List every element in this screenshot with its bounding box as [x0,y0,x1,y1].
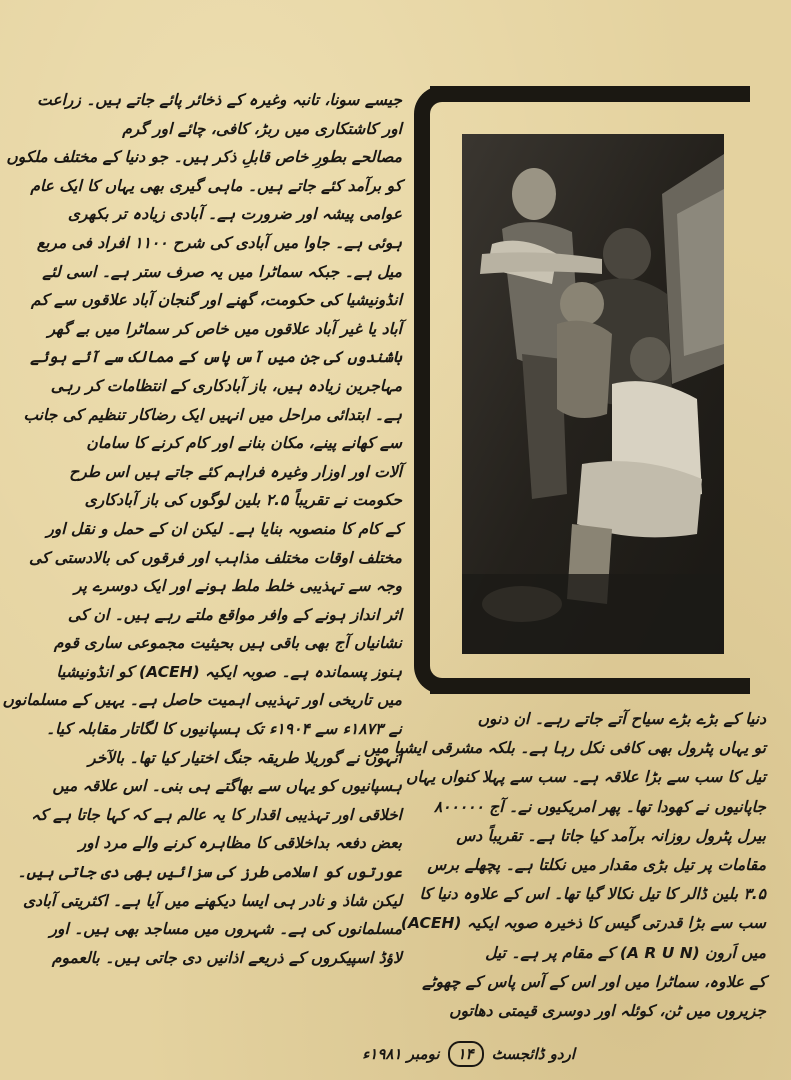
text-line: باشندوں کی جن میں آس پاس کے ممالک سے آئے ہوئے [30,348,402,367]
text-line: نشانیاں آج بھی باقی ہیں بحیثیت مجموعی ساری قوم [53,634,402,653]
issue-date: نومبر ۱۹۸۱ء [362,1045,440,1063]
text-line: میں تاریخی اور تہذیبی اہمیت حاصل ہے۔ یہیں کے مسلمانوں [2,691,402,710]
text-line: اور کاشتکاری میں ربڑ، کافی، چائے اور گرم [122,119,402,138]
text-line: بعض دفعہ بداخلاقی کا مظاہرہ کرنے والے مرد اور [78,834,402,853]
text-line: تو یہاں پٹرول بھی کافی نکل رہا ہے۔ بلکہ مشرقی ایشیا میں [363,739,766,758]
photograph [462,134,724,654]
text-line: مقامات پر تیل بڑی مقدار میں نکلتا ہے۔ پچھلے برس [427,855,766,874]
photo-frame-bottom-bar [430,678,750,694]
text-line: کو برآمد کئے جاتے ہیں۔ ماہی گیری بھی یہاں کا ایک عام [30,176,402,195]
text-line: میں اَرون (A R U N) کے مقام پر ہے۔ تیل [485,943,766,962]
text-line: جیسے سونا، تانبہ وغیرہ کے ذخائر پائے جاتے ہیں۔ زراعت [37,91,402,109]
text-line: اثر انداز ہونے کے وافر مواقع ملتے رہے ہیں۔ ان کی [67,605,402,624]
magazine-name: اردو ڈائجسٹ [491,1045,575,1063]
text-line: ہسپانیوں کو یہاں سے بھاگتے ہی بنی۔ اس علاقہ میں [52,777,402,796]
text-line: مصالحے بطورِ خاص قابلِ ذکر ہیں۔ جو دنیا کے مختلف ملکوں [6,148,402,167]
left-text-column [2,86,402,972]
text-line: نے ۱۸۷۳ء سے ۱۹۰۴ء تک ہسپانیوں کا لگاتار مقابلہ کیا۔ [45,720,402,739]
text-line: ہے۔ ابتدائی مراحل میں انہیں ایک رضاکار تنظیم کی جانب [23,405,402,424]
text-line: مہاجرین زیادہ ہیں، باز آبادکاری کے انتظامات کر رہی [50,376,402,395]
page-footer [275,1040,575,1068]
text-line: جزیروں میں ٹن، کوئلہ اور دوسری قیمتی دھاتوں [449,1001,766,1020]
text-line: بیرل پٹرول روزانہ برآمد کیا جاتا ہے۔ تقریباً دس [456,826,766,845]
text-line: انہوں نے گوریلا طریقہ جنگ اختیار کیا تھا۔ بالآخر [88,748,402,767]
text-line: حکومت نے تقریباً ۲.۵ بلین لوگوں کی باز آبادکاری [84,491,402,510]
text-line: سے کھانے پینے، مکان بنانے اور کام کرنے کا سامان [86,434,402,453]
text-line: میل ہے۔ جبکہ سماٹرا میں یہ صرف ستر ہے۔ اسی لئے [42,262,402,281]
text-line: دنیا کے بڑے بڑے سیاح آتے جاتے رہے۔ ان دنوں [477,710,766,728]
text-line: آباد یا غیر آباد علاقوں میں خاص کر سماٹرا میں بے گھر [47,319,402,338]
text-line: کے علاوہ، سماٹرا میں اور اس کے آس پاس کے چھوٹے [422,972,766,991]
right-text-column [363,705,766,1026]
text-line: کے کام کا منصوبہ بنایا ہے۔ لیکن ان کے حمل و نقل اور [46,519,402,538]
text-line: ۳.۵ بلین ڈالر کا تیل نکالا گیا تھا۔ اس کے علاوہ دنیا کا [419,885,766,904]
text-line: مسلمانوں کی ہے۔ شہروں میں مساجد بھی ہیں۔ اور [49,920,402,939]
page-number: ۱۴ [448,1041,484,1067]
text-line: ہوئی ہے۔ جاوا میں آبادی کی شرح ۱۱۰۰ افراد فی مربع [36,233,402,252]
text-line: ہنوز پسماندہ ہے۔ صوبہ ایکیہ (ACEH) کو انڈونیشیا [56,662,402,681]
text-line: جاپانیوں نے کھودا تھا۔ پھر امریکیوں نے۔ آج ۸۰۰۰۰۰ [433,797,766,816]
text-line: عورتوں کو اسلامی طرز کی سزائیں بھی دی جاتی ہیں۔ [17,863,402,882]
text-line: مختلف اوقات مختلف مذاہب اور فرقوں کی بالادستی کی [28,548,402,567]
text-line: آلات اور اوزار وغیرہ فراہم کئے جاتے ہیں اس طرح [69,462,402,481]
text-line: اخلاقی اور تہذیبی اقدار کا یہ عالم ہے کہ کہا جاتا ہے کہ [31,805,402,824]
text-line: عوامی پیشہ اور ضرورت ہے۔ آبادی زیادہ تر بکھری [67,205,402,224]
text-line: سب سے بڑا قدرتی گیس کا ذخیرہ صوبہ ایکیہ (ACEH) [400,914,766,933]
text-line: تیل کا سب سے بڑا علاقہ ہے۔ سب سے پہلا کنواں یہاں [405,768,766,787]
text-line: لیکن شاذ و نادر ہی ایسا دیکھنے میں آیا ہے۔ اکثریتی آبادی [22,891,402,910]
text-line: لاؤڈ اسپیکروں کے ذریعے اذانیں دی جاتی ہیں۔ بالعموم [51,948,402,967]
photograph-of-people-icon [462,134,724,654]
text-line: وجہ سے تہذیبی خلط ملط ہونے اور ایک دوسرے پر [74,577,402,596]
text-line: انڈونیشیا کی حکومت، گھنے اور گنجان آباد علاقوں سے کم [30,291,402,310]
photo-frame-top-bar [430,86,750,102]
